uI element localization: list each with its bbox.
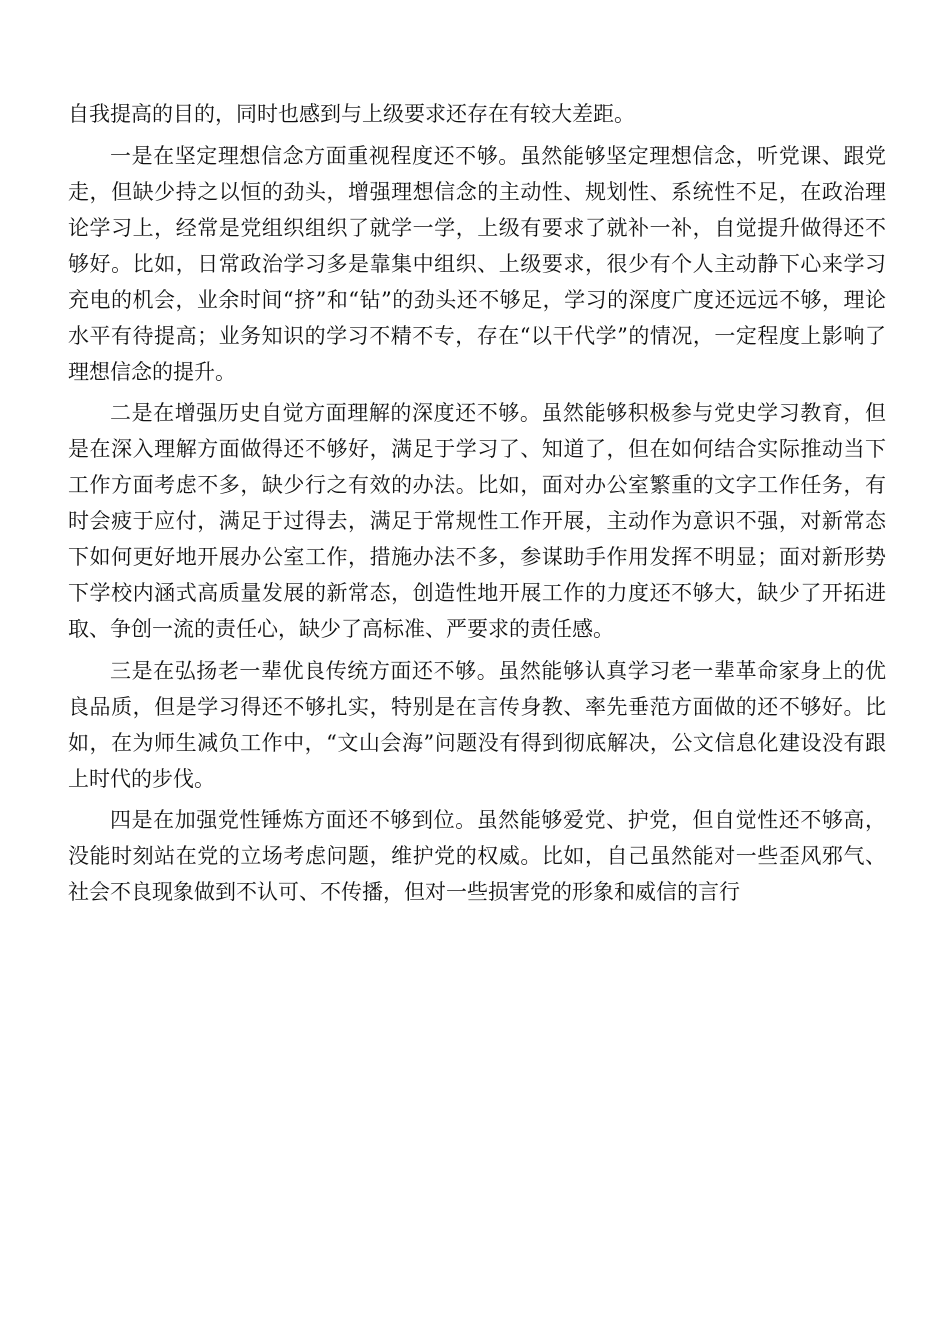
document-page (68, 96, 886, 910)
paragraph-point-three: 三是在弘扬老一辈优良传统方面还不够。虽然能够认真学习老一辈革命家身上的优良品质，但是学习得还不够扎实，特别是在言传身教、率先垂范方面做的还不够好。比如，在为师生减负工作中，“文山会海”问题没有得到彻底解决，公文信息化建设没有跟上时代的步伐。 (68, 658, 886, 791)
paragraph-point-four: 四是在加强党性锤炼方面还不够到位。虽然能够爱党、护党，但自觉性还不够高，没能时刻站在党的立场考虑问题，维护党的权威。比如，自己虽然能对一些歪风邪气、社会不良现象做到不认可、不传播，但对一些损害党的形象和威信的言行 (68, 808, 886, 904)
paragraph-intro-continuation: 自我提高的目的，同时也感到与上级要求还存在有较大差距。 (68, 102, 635, 126)
paragraph-point-two: 二是在增强历史自觉方面理解的深度还不够。虽然能够积极参与党史学习教育，但是在深入理解方面做得还不够好，满足于学习了、知道了，但在如何结合实际推动当下工作方面考虑不多，缺少行之有效的办法。比如，面对办公室繁重的文字工作任务，有时会疲于应付，满足于过得去，满足于常规性工作开展，主动作为意识不强，对新常态下如何更好地开展办公室工作，措施办法不多，参谋助手作用发挥不明显；面对新形势下学校内涵式高质量发展的新常态，创造性地开展工作的力度还不够大，缺少了开拓进取、争创一流的责任心，缺少了高标准、严要求的责任感。 (68, 401, 886, 641)
paragraph-point-one: 一是在坚定理想信念方面重视程度还不够。虽然能够坚定理想信念，听党课、跟党走，但缺少持之以恒的劲头，增强理想信念的主动性、规划性、系统性不足，在政治理论学习上，经常是党组织组织了就学一学，上级有要求了就补一补，自觉提升做得还不够好。比如，日常政治学习多是靠集中组织、上级要求，很少有个人主动静下心来学习充电的机会，业余时间“挤”和“钻”的劲头还不够足，学习的深度广度还远远不够，理论水平有待提高；业务知识的学习不精不专，存在“以干代学”的情况，一定程度上影响了理想信念的提升。 (68, 143, 886, 384)
